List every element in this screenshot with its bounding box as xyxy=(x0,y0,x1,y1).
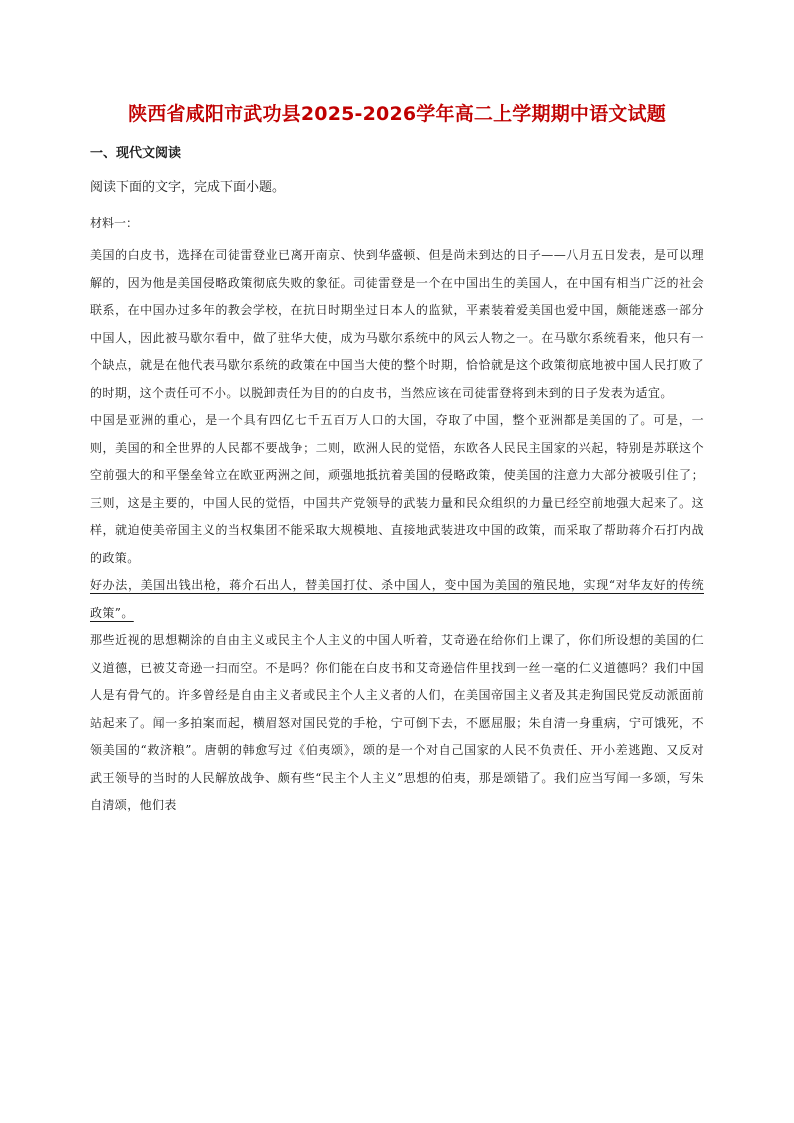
paragraph: 美国的白皮书，选择在司徒雷登业已离开南京、快到华盛顿、但是尚未到达的日子——八月五日发表，是可以理解的，因为他是美国侵略政策彻底失败的象征。司徒雷登是一个在中国出生的美国人，在中国有相当广泛的社会联系，在中国办过多年的教会学校，在抗日时期坐过日本人的监狱，平素装着爱美国也爱中国，颇能迷惑一部分中国人，因此被马歇尔看中，做了驻华大使，成为马歇尔系统中的风云人物之一。在马歇尔系统看来，他只有一个缺点，就是在他代表马歇尔系统的政策在中国当大使的整个时期，恰恰就是这个政策彻底地被中国人民打败了的时期，这个责任可不小。以脱卸责任为目的的白皮书，当然应该在司徒雷登将到未到的日子发表为适宜。 xyxy=(90,248,704,400)
underlined-paragraph: 好办法，美国出钱出枪，蒋介石出人，替美国打仗、杀中国人，变中国为美国的殖民地，实现“对华友好的传统政策”。 xyxy=(90,578,704,620)
document-page xyxy=(90,100,704,820)
reading-instruction: 阅读下面的文字，完成下面小题。 xyxy=(90,180,286,195)
paragraph: 中国是亚洲的重心，是一个具有四亿七千五百万人口的大国，夺取了中国，整个亚洲都是美国的了。可是，一则，美国的和全世界的人民都不要战争；二则，欧洲人民的觉悟，东欧各人民民主国家的兴起，特别是苏联这个空前强大的和平堡垒耸立在欧亚两洲之间，顽强地抵抗着美国的侵略政策，使美国的注意力大部分被吸引住了；三则，这是主要的，中国人民的觉悟，中国共产党领导的武装力量和民众组织的力量已经空前地强大起来了。这样，就迫使美帝国主义的当权集团不能采取大规模地、直接地武装进攻中国的政策，而采取了帮助蒋介石打内战的政策。 xyxy=(90,413,704,565)
material-label: 材料一： xyxy=(90,216,139,230)
paragraph: 那些近视的思想糊涂的自由主义或民主个人主义的中国人听着，艾奇逊在给你们上课了，你们所设想的美国的仁义道德，已被艾奇逊一扫而空。不是吗？你们能在白皮书和艾奇逊信件里找到一丝一毫的仁义道德吗？我们中国人是有骨气的。许多曾经是自由主义者或民主个人主义者的人们，在美国帝国主义者及其走狗国民党反动派面前站起来了。闻一多拍案而起，横眉怒对国民党的手枪，宁可倒下去，不愿屈服；朱自清一身重病，宁可饿死，不领美国的“救济粮”。唐朝的韩愈写过《伯夷颂》，颂的是一个对自己国家的人民不负责任、开小差逃跑、又反对武王领导的当时的人民解放战争、颇有些“民主个人主义”思想的伯夷，那是颂错了。我们应当写闻一多颂，写朱自清颂，他们表 xyxy=(90,633,704,812)
section-heading: 一、现代文阅读 xyxy=(90,146,182,161)
document-title: 陕西省咸阳市武功县2025-2026学年高二上学期期中语文试题 xyxy=(128,103,666,125)
